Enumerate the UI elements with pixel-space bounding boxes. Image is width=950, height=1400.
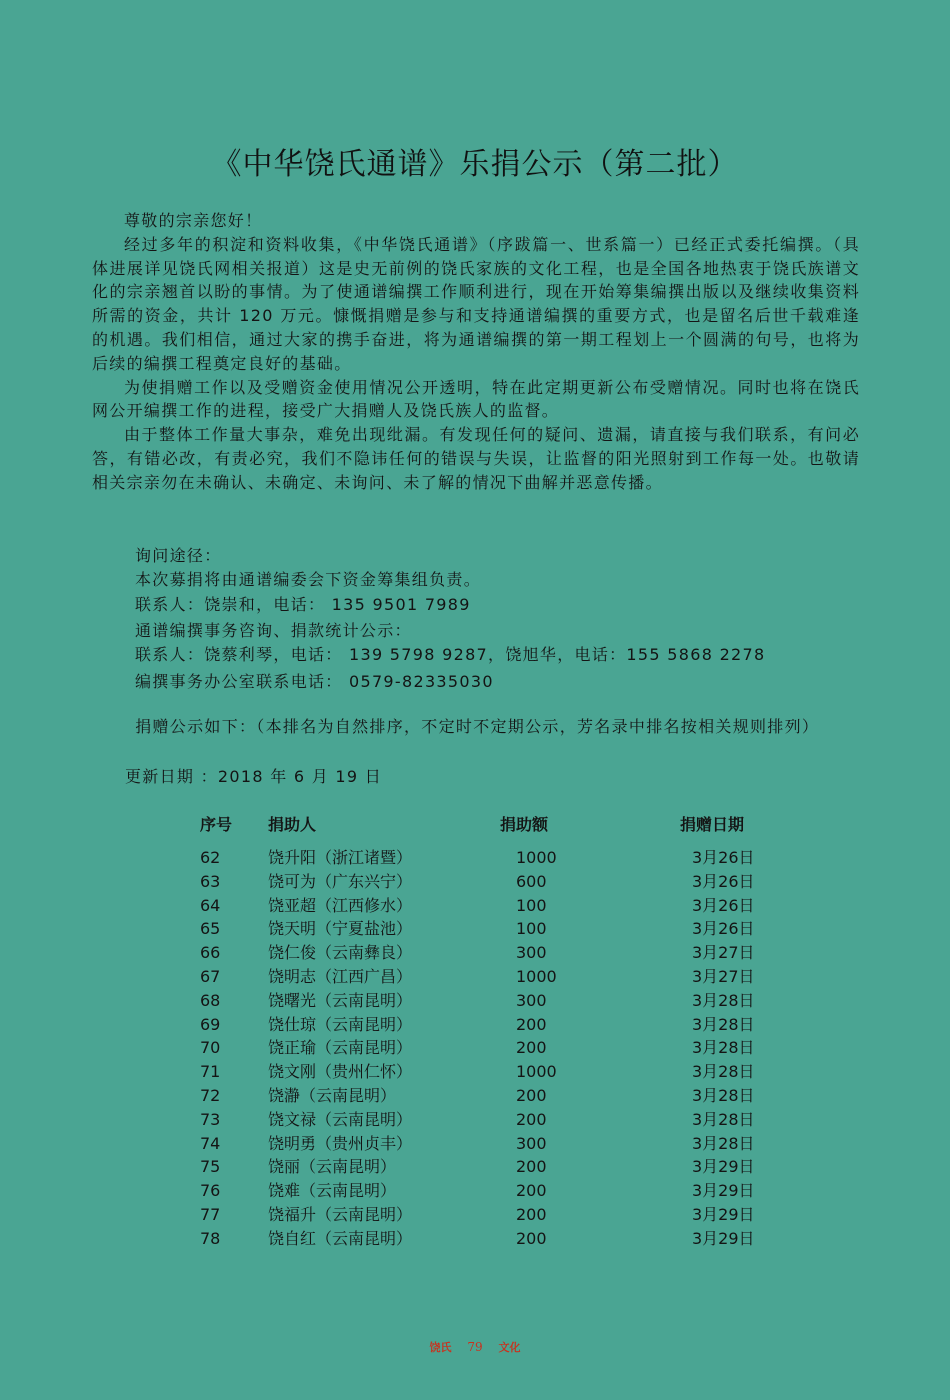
table-row [0, 941, 950, 965]
row-amount: 100 [516, 919, 547, 939]
row-donor: 饶正瑜（云南昆明） [268, 1038, 413, 1058]
intro-body [92, 209, 860, 495]
paragraph-project: 经过多年的积淀和资料收集，《中华饶氏通谱》（序跋篇一、世系篇一）已经正式委托编撰。（具体进展详见饶氏网相关报道）这是史无前例的饶氏家族的文化工程，也是全国各地热衷于饶氏族谱文化的宗亲翘首以盼的事情。为了使通谱编撰工作顺利进行，现在开始筹集编撰出版以及继续收集资料所需的资金，共计 120 万元。慷慨捐赠是参与和支持通谱编撰的重要方式，也是留名后世千载难逢的机遇。我们相信，通过大家的携手奋进，将为通谱编撰的第一期工程划上一个圆满的句号，也将为后续的编撰工程奠定良好的基础。 [92, 234, 860, 373]
contact-organizer: 本次募捐将由通谱编委会下资金筹集组负责。 [135, 570, 482, 589]
row-date: 3月26日 [692, 895, 755, 915]
row-amount: 300 [516, 1133, 547, 1153]
header-date: 捐赠日期 [680, 815, 745, 834]
row-donor: 饶升阳（浙江诸暨） [268, 848, 413, 867]
row-amount: 200 [516, 1109, 547, 1129]
row-index: 68 [200, 990, 221, 1010]
paragraph-feedback: 由于整体工作量大事杂，难免出现纰漏。有发现任何的疑问、遗漏，请直接与我们联系，有问必答，有错必改，有责必究，我们不隐讳任何的错误与失误，让监督的阳光照射到工作每一处。也敬请相关宗亲勿在未确认、未确定、未询问、未了解的情况下曲解并恶意传播。 [92, 425, 860, 492]
row-index: 78 [200, 1228, 221, 1248]
row-date: 3月28日 [692, 1109, 755, 1129]
table-row [0, 846, 950, 870]
row-date: 3月27日 [692, 943, 755, 963]
row-donor: 饶仕琼（云南昆明） [268, 1014, 413, 1034]
row-donor: 饶福升（云南昆明） [268, 1204, 413, 1224]
row-index: 73 [200, 1109, 221, 1129]
row-amount: 100 [516, 895, 547, 915]
contact-person-2: 联系人：饶蔡利琴，电话： 139 5798 9287，饶旭华，电话：155 5868 2278 [135, 645, 766, 664]
table-row [0, 1179, 950, 1203]
row-donor: 饶仁俊（云南彝良） [268, 943, 413, 963]
row-date: 3月27日 [692, 966, 755, 986]
footer-right-text: 文化 [498, 1341, 521, 1354]
row-date: 3月28日 [692, 1014, 755, 1034]
row-date: 3月29日 [692, 1228, 755, 1248]
row-date: 3月29日 [692, 1181, 755, 1201]
table-row [0, 917, 950, 941]
row-amount: 200 [516, 1228, 547, 1248]
row-amount: 200 [516, 1085, 547, 1105]
row-index: 71 [200, 1062, 221, 1082]
row-amount: 200 [516, 1014, 547, 1034]
table-row [0, 870, 950, 894]
row-amount: 300 [516, 943, 547, 963]
row-amount: 1000 [516, 848, 557, 867]
row-index: 74 [200, 1133, 221, 1153]
row-donor: 饶天明（宁夏盐池） [268, 919, 413, 939]
table-row [0, 1060, 950, 1084]
row-donor: 饶难（云南昆明） [268, 1181, 397, 1201]
table-row [0, 1084, 950, 1108]
header-donor: 捐助人 [268, 815, 317, 834]
row-index: 77 [200, 1204, 221, 1224]
row-donor: 饶自红（云南昆明） [268, 1228, 413, 1248]
row-index: 64 [200, 895, 221, 915]
row-index: 66 [200, 943, 221, 963]
row-index: 63 [200, 871, 221, 891]
row-date: 3月26日 [692, 848, 755, 867]
row-index: 65 [200, 919, 221, 939]
row-amount: 1000 [516, 1062, 557, 1082]
donation-notice: 捐赠公示如下：（本排名为自然排序，不定时不定期公示，芳名录中排名按相关规则排列） [135, 717, 820, 736]
contact-person-1: 联系人：饶崇和，电话： 135 9501 7989 [135, 595, 471, 614]
row-donor: 饶明志（江西广昌） [268, 966, 413, 986]
table-row [0, 894, 950, 918]
row-amount: 300 [516, 990, 547, 1010]
row-date: 3月29日 [692, 1157, 755, 1177]
row-date: 3月28日 [692, 1085, 755, 1105]
row-donor: 饶明勇（贵州贞丰） [268, 1133, 413, 1153]
footer-left-text: 饶氏 [429, 1341, 452, 1354]
greeting: 尊敬的宗亲您好！ [124, 211, 263, 230]
page-number: 79 [467, 1340, 483, 1354]
table-row [0, 1108, 950, 1132]
row-index: 75 [200, 1157, 221, 1177]
table-row [0, 1227, 950, 1251]
row-donor: 饶丽（云南昆明） [268, 1157, 397, 1177]
row-index: 69 [200, 1014, 221, 1034]
donation-table [0, 846, 950, 1251]
row-amount: 200 [516, 1181, 547, 1201]
row-amount: 600 [516, 871, 547, 891]
contact-consulting-heading: 通谱编撰事务咨询、捐款统计公示： [135, 621, 412, 640]
table-header [0, 813, 950, 839]
row-amount: 200 [516, 1038, 547, 1058]
row-date: 3月26日 [692, 919, 755, 939]
table-row [0, 1203, 950, 1227]
row-date: 3月28日 [692, 1133, 755, 1153]
row-donor: 饶曙光（云南昆明） [268, 990, 413, 1010]
row-date: 3月28日 [692, 1062, 755, 1082]
row-index: 62 [200, 848, 221, 867]
row-donor: 饶瀞（云南昆明） [268, 1085, 397, 1105]
contact-heading: 询问途径： [135, 546, 222, 565]
paragraph-transparency: 为使捐赠工作以及受赠资金使用情况公开透明，特在此定期更新公布受赠情况。同时也将在饶氏网公开编撰工作的进程，接受广大捐赠人及饶氏族人的监督。 [92, 377, 860, 421]
table-row [0, 989, 950, 1013]
header-amount: 捐助额 [500, 815, 549, 834]
table-row [0, 1155, 950, 1179]
table-row [0, 1132, 950, 1156]
row-index: 70 [200, 1038, 221, 1058]
update-date: 更新日期 ：2018 年 6 月 19 日 [125, 767, 383, 786]
row-amount: 200 [516, 1157, 547, 1177]
header-index: 序号 [200, 815, 233, 834]
row-donor: 饶可为（广东兴宁） [268, 871, 413, 891]
row-donor: 饶亚超（江西修水） [268, 895, 413, 915]
page-title: 《中华饶氏通谱》乐捐公示（第二批） [211, 147, 739, 182]
row-donor: 饶文禄（云南昆明） [268, 1109, 413, 1129]
row-date: 3月26日 [692, 871, 755, 891]
row-index: 67 [200, 966, 221, 986]
row-amount: 1000 [516, 966, 557, 986]
row-index: 72 [200, 1085, 221, 1105]
row-index: 76 [200, 1181, 221, 1201]
table-row [0, 1036, 950, 1060]
row-donor: 饶文刚（贵州仁怀） [268, 1062, 413, 1082]
table-row [0, 1013, 950, 1037]
row-date: 3月28日 [692, 1038, 755, 1058]
contact-office-phone: 编撰事务办公室联系电话： 0579-82335030 [135, 672, 494, 691]
page-footer [0, 1339, 950, 1355]
row-date: 3月28日 [692, 990, 755, 1010]
row-date: 3月29日 [692, 1204, 755, 1224]
row-amount: 200 [516, 1204, 547, 1224]
table-row [0, 965, 950, 989]
